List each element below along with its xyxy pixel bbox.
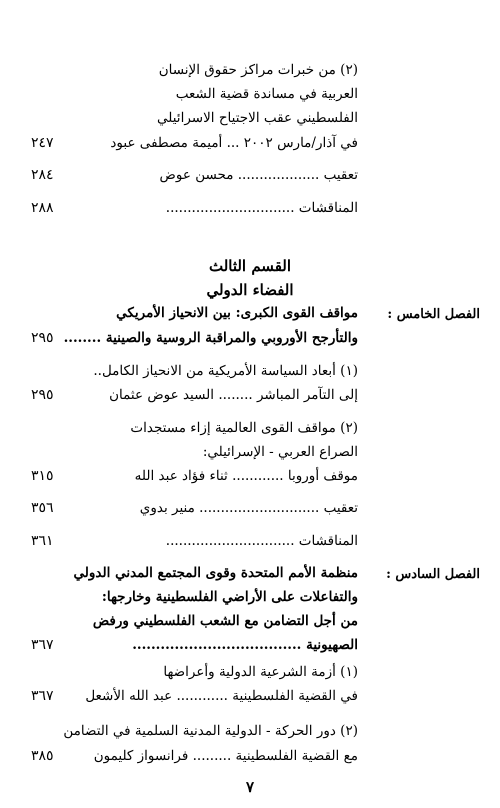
toc-discussions: المناقشات .............................. [165,200,358,216]
chapter-5-item-2-line-3: موقف أوروبا ............ ثناء فؤاد عبد الله [134,468,358,484]
chapter-6-item-1-line-2: في القضية الفلسطينية ............ عبد الله الأشعل [85,688,358,704]
chapter-5-label: الفصل الخامس : [387,307,480,322]
chapter-5-discussions: المناقشات .............................. [165,533,358,549]
toc-page-number: ٢٤٧ [31,135,54,151]
chapter-6-item-1-line-1: (١) أزمة الشرعية الدولية وأعراضها [163,664,358,680]
section-title: القسم الثالث [208,257,292,275]
chapter-5-item-2-line-1: (٢) مواقف القوى العالمية إزاء مستجدات [130,420,358,436]
chapter-5-item-1-line-2: إلى التآمر المباشر ........ السيد عوض عثمان [109,387,358,403]
toc-page-number: ٣٨٥ [31,748,54,764]
chapter-6-title-line-3: من أجل التضامن مع الشعب الفلسطيني ورفض [92,613,358,629]
toc-page-number: ٣٦١ [31,533,54,549]
toc-page-number: ٣١٥ [31,468,54,484]
toc-page-number: ٢٩٥ [31,330,54,346]
section-subtitle: الفضاء الدولي [206,281,294,299]
toc-page-number: ٣٦٧ [31,688,54,704]
chapter-5-item-2-line-2: الصراع العربي - الإسرائيلي: [202,444,358,460]
toc-item-2-line-4: في آذار/مارس ٢٠٠٢ ... أميمة مصطفى عبود [110,135,358,151]
toc-page-number: ٢٩٥ [31,387,54,403]
chapter-6-title-line-4: الصهيونية .................................... [132,637,358,653]
chapter-6-label: الفصل السادس : [386,567,480,582]
toc-page-number: ٢٨٤ [31,167,54,183]
chapter-6-title-line-1: منظمة الأمم المتحدة وقوى المجتمع المدني الدولي [73,565,358,581]
chapter-5-title-line-2: والتأرجح الأوروبي والمراقبة الروسية والصينية ........ [63,330,358,346]
toc-comment: تعقيب ................... محسن عوض [159,167,358,183]
chapter-6-item-2-line-2: مع القضية الفلسطينية ......... فرانسواز كليمون [93,748,358,764]
toc-item-2-line-1: (٢) من خبرات مراكز حقوق الإنسان [158,62,358,78]
toc-item-2-line-3: الفلسطيني عقب الاجتياح الاسرائيلي [157,110,358,126]
chapter-6-title-line-2: والتفاعلات على الأراضي الفلسطينية وخارجها: [101,589,358,605]
toc-page-number: ٣٥٦ [31,500,54,516]
chapter-6-item-2-line-1: (٢) دور الحركة - الدولية المدنية السلمية في التضامن [63,723,358,739]
page-number: ٧ [245,778,255,796]
toc-page-number: ٣٦٧ [31,637,54,653]
chapter-5-comment: تعقيب ............................ منير بدوي [139,500,358,516]
chapter-5-item-1-line-1: (١) أبعاد السياسة الأمريكية من الانحياز الكامل.. [93,363,358,379]
toc-page-number: ٢٨٨ [31,200,54,216]
chapter-5-title-line-1: مواقف القوى الكبرى: بين الانحياز الأمريكي [116,305,358,321]
toc-item-2-line-2: العربية في مساندة قضية الشعب [175,86,358,102]
